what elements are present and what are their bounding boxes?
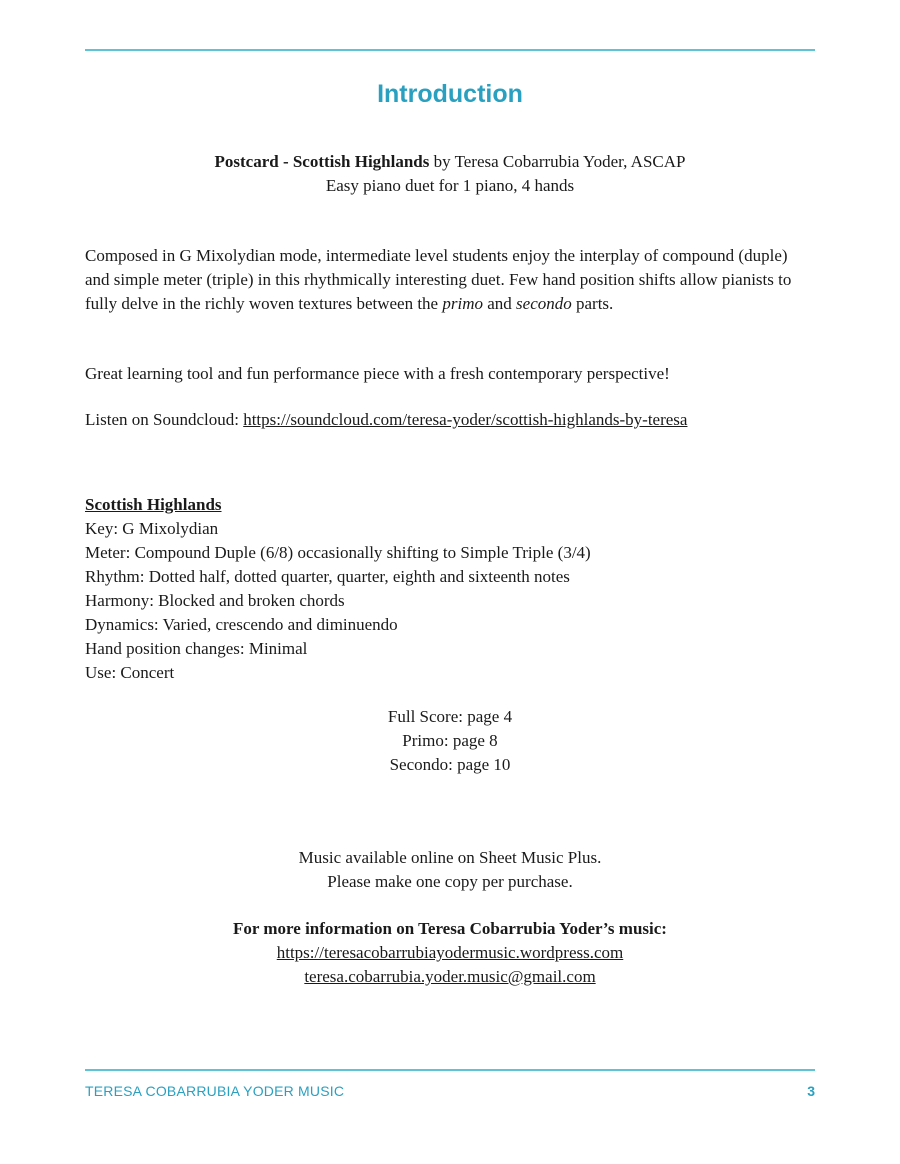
detail-hand-position: Hand position changes: Minimal	[85, 639, 308, 658]
piece-details	[85, 493, 815, 685]
listen-label: Listen on Soundcloud:	[85, 410, 244, 429]
page-number: 3	[807, 1083, 815, 1099]
availability-line-2: Please make one copy per purchase.	[327, 872, 573, 891]
footer-rule	[85, 1069, 815, 1071]
detail-rhythm: Rhythm: Dotted half, dotted quarter, quarter, eighth and sixteenth notes	[85, 567, 570, 586]
footer-publisher: TERESA COBARRUBIA YODER MUSIC	[85, 1083, 345, 1099]
listen-line	[85, 408, 815, 432]
piece-subtitle: Easy piano duet for 1 piano, 4 hands	[325, 176, 575, 195]
soundcloud-link[interactable]: https://soundcloud.com/teresa-yoder/scottish-highlands-by-teresa	[243, 410, 688, 429]
secondo-term: secondo	[516, 294, 572, 313]
availability-line-1: Music available online on Sheet Music Plus.	[298, 848, 602, 867]
availability-note	[0, 846, 900, 894]
contents-full-score: Full Score: page 4	[387, 707, 513, 726]
header-rule	[85, 49, 815, 51]
website-link[interactable]: https://teresacobarrubiayodermusic.wordpress.com	[276, 943, 624, 962]
contact-info	[0, 917, 900, 989]
learning-tool-paragraph: Great learning tool and fun performance piece with a fresh contemporary perspective!	[85, 364, 670, 383]
piece-by: by Teresa Cobarrubia Yoder, ASCAP	[429, 152, 686, 171]
details-heading: Scottish Highlands	[85, 495, 222, 514]
contents-secondo: Secondo: page 10	[389, 755, 511, 774]
primo-term: primo	[442, 294, 483, 313]
piece-heading	[0, 150, 900, 174]
description-text-and: and	[482, 294, 517, 313]
description-paragraph	[85, 244, 815, 316]
contents-list	[0, 705, 900, 777]
detail-meter: Meter: Compound Duple (6/8) occasionally shifting to Simple Triple (3/4)	[85, 543, 591, 562]
email-link[interactable]: teresa.cobarrubia.yoder.music@gmail.com	[304, 967, 596, 986]
info-heading: For more information on Teresa Cobarrubia Yoder’s music:	[233, 919, 667, 938]
description-text-end: parts.	[571, 294, 614, 313]
piece-name: Postcard - Scottish Highlands	[214, 152, 430, 171]
page-title: Introduction	[377, 80, 523, 108]
detail-dynamics: Dynamics: Varied, crescendo and diminuendo	[85, 615, 398, 634]
detail-key: Key: G Mixolydian	[85, 519, 219, 538]
description-text: Composed in G Mixolydian mode, intermediate level students enjoy the interplay of compound (duple) and simple meter (triple) in this rhythmically interesting duet. Few hand position shifts allow pianists to fully delve in the richly woven textures between the	[85, 246, 792, 313]
detail-harmony: Harmony: Blocked and broken chords	[85, 591, 345, 610]
detail-use: Use: Concert	[85, 663, 175, 682]
contents-primo: Primo: page 8	[402, 731, 498, 750]
